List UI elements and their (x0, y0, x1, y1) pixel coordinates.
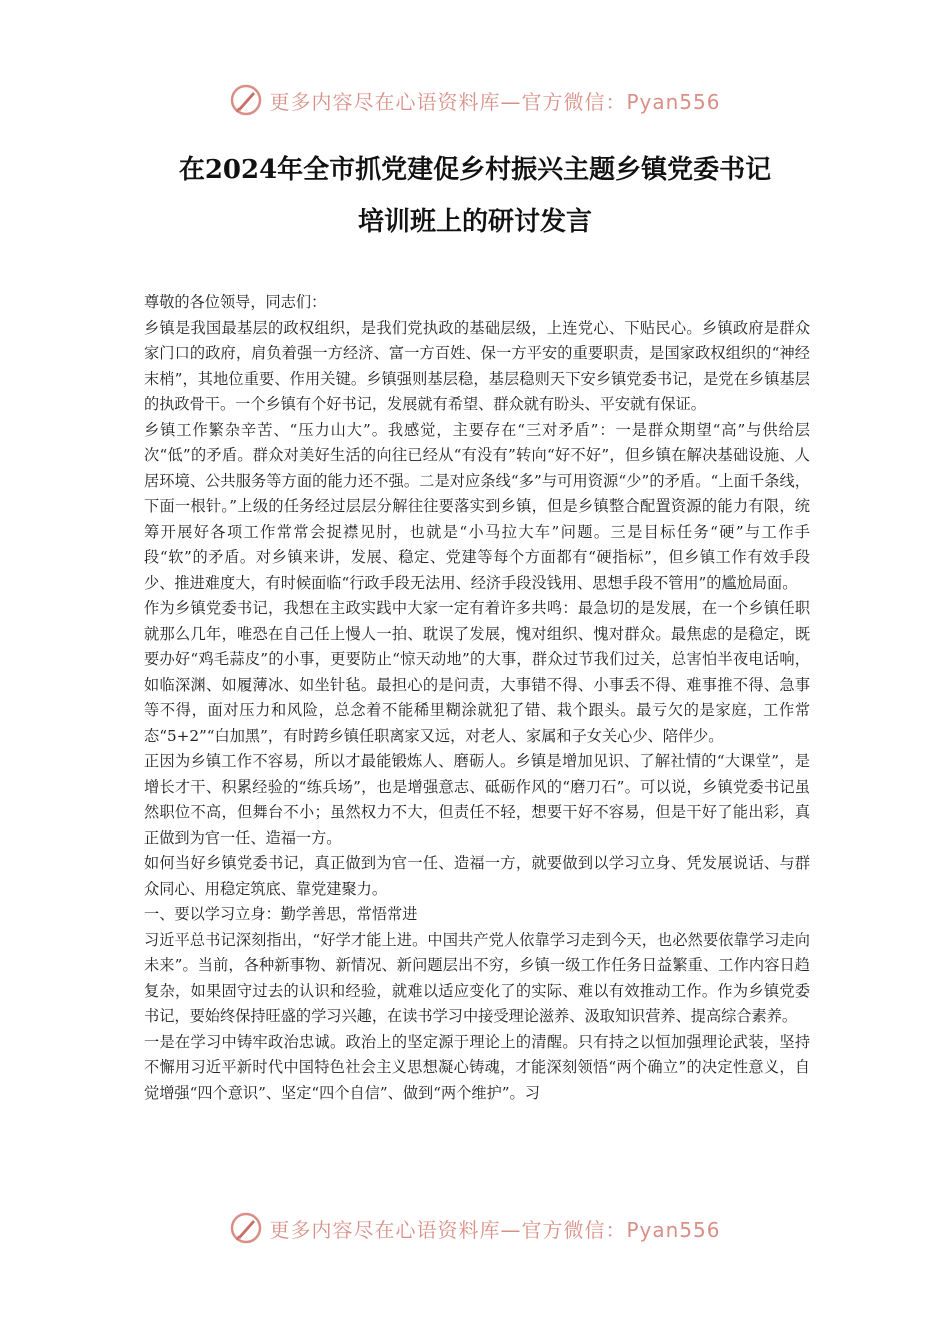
paragraph: 正因为乡镇工作不容易，所以才最能锻炼人、磨砺人。乡镇是增加见识、了解社情的“大课堂”，是增长才干、积累经验的“练兵场”，也是增强意志、砥砺作风的“磨刀石”。可以说，乡镇党委书记虽然职位不高，但舞台不小；虽然权力不大，但责任不轻，想要干好不容易，但是干好了能出彩，真正做到为官一任、造福一方。 (144, 752, 810, 847)
quill-logo-icon (229, 83, 263, 117)
salutation: 尊敬的各位领导，同志们： (144, 293, 327, 311)
footer-watermark-banner (0, 1206, 950, 1250)
paragraph: 乡镇工作繁杂辛苦、“压力山大”。我感觉，主要存在“三对矛盾”：一是群众期望“高”与供给层次“低”的矛盾。群众对美好生活的向往已经从“有没有”转向“好不好”，但乡镇在解决基础设施、人居环境、公共服务等方面的能力还不强。二是对应条线“多”与可用资源“少”的矛盾。“上面千条线，下面一根针。”上级的任务经过层层分解往往要落实到乡镇，但是乡镇整合配置资源的能力有限，统筹开展好各项工作常常会捉襟见肘，也就是“小马拉大车”问题。三是目标任务“硬”与工作手段“软”的矛盾。对乡镇来讲，发展、稳定、党建等每个方面都有“硬指标”，但乡镇工作有效手段少、推进难度大，有时候面临“行政手段无法用、经济手段没钱用、思想手段不管用”的尴尬局面。 (144, 420, 810, 592)
watermark-text: 更多内容尽在心语资料库—官方微信：Pyan556 (269, 1217, 721, 1242)
quill-logo-icon (229, 1211, 263, 1245)
section-heading: 一、要以学习立身：勤学善思，常悟常进 (144, 905, 418, 923)
title-line-1: 在2024年全市抓党建促乡村振兴主题乡镇党委书记 (178, 155, 772, 185)
header-watermark-banner (0, 78, 950, 122)
paragraph: 习近平总书记深刻指出，“好学才能上进。中国共产党人依靠学习走到今天，也必然要依靠学习走向未来”。当前，各种新事物、新情况、新问题层出不穷，乡镇一级工作任务日益繁重、工作内容日趋复杂，如果固守过去的认识和经验，就难以适应变化了的实际、难以有效推动工作。作为乡镇党委书记，要始终保持旺盛的学习兴趣，在读书学习中接受理论滋养、汲取知识营养、提高综合素养。 (144, 930, 810, 1025)
document-body (144, 290, 810, 1106)
paragraph: 一是在学习中铸牢政治忠诚。政治上的坚定源于理论上的清醒。只有持之以恒加强理论武装，坚持不懈用习近平新时代中国特色社会主义思想凝心铸魂，才能深刻领悟“两个确立”的决定性意义，自觉增强“四个意识”、坚定“四个自信”、做到“两个维护”。习 (144, 1032, 810, 1102)
watermark-text: 更多内容尽在心语资料库—官方微信：Pyan556 (269, 89, 721, 114)
document-title (120, 144, 830, 248)
paragraph: 作为乡镇党委书记，我想在主政实践中大家一定有着许多共鸣：最急切的是发展，在一个乡镇任职就那么几年，唯恐在自己任上慢人一拍、耽误了发展，愧对组织、愧对群众。最焦虑的是稳定，既要办好“鸡毛蒜皮”的小事，更要防止“惊天动地”的大事，群众过节我们过关，总害怕半夜电话响，如临深渊、如履薄冰、如坐针毡。最担心的是问责，大事错不得、小事丢不得、难事推不得、急事等不得，面对压力和风险，总念着不能稀里糊涂就犯了错、栽个跟头。最亏欠的是家庭，工作常态“5+2”“白加黑”，有时跨乡镇任职离家又远，对老人、家属和子女关心少、陪伴少。 (144, 599, 810, 745)
paragraph: 乡镇是我国最基层的政权组织，是我们党执政的基础层级，上连党心、下贴民心。乡镇政府是群众家门口的政府，肩负着强一方经济、富一方百姓、保一方平安的重要职责，是国家政权组织的“神经末梢”，其地位重要、作用关键。乡镇强则基层稳，基层稳则天下安乡镇党委书记，是党在乡镇基层的执政骨干。一个乡镇有个好书记，发展就有希望、群众就有盼头、平安就有保证。 (144, 318, 810, 413)
paragraph: 如何当好乡镇党委书记，真正做到为官一任、造福一方，就要做到以学习立身、凭发展说话、与群众同心、用稳定筑底、靠党建聚力。 (144, 854, 810, 898)
title-line-2: 培训班上的研讨发言 (357, 207, 592, 237)
